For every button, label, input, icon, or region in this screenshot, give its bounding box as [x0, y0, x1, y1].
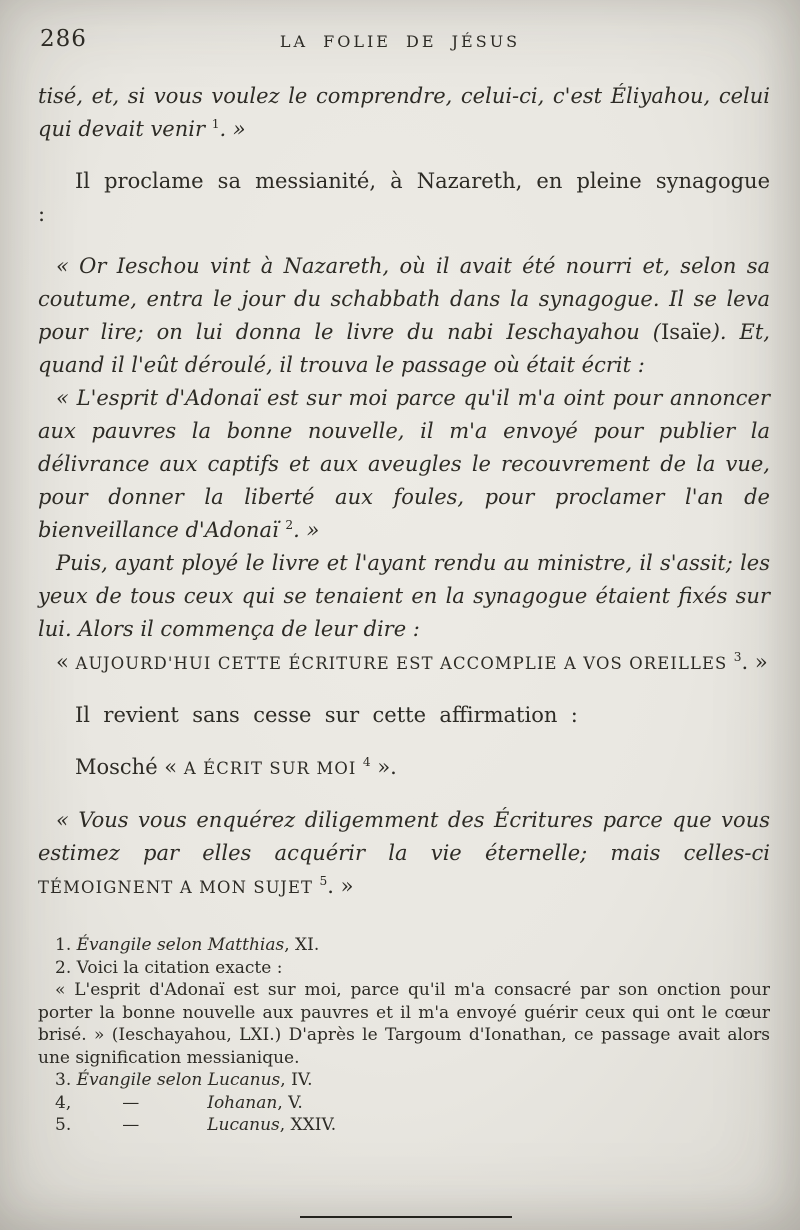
footnote-marker: 2	[285, 518, 294, 532]
roman-text: Isaïe	[660, 320, 712, 344]
paragraph	[38, 165, 770, 231]
italic-text: Évangile selon Lucanus	[76, 1070, 281, 1090]
roman-text: 2. Voici la citation exacte :	[55, 957, 283, 978]
italic-text: « Vous vous enquérez diligemment des Écritures parce que vous estimez par elles acquérir la vie éternelle; mais celles-ci	[38, 808, 770, 865]
paragraph	[38, 804, 770, 904]
paragraph	[38, 382, 770, 547]
roman-text: ».	[370, 755, 397, 779]
roman-text: 1.	[55, 935, 77, 955]
page-number: 286	[40, 26, 87, 52]
italic-text: Évangile selon Matthias	[76, 935, 285, 955]
roman-text: . »	[741, 650, 768, 674]
roman-text: Il proclame sa messianité, à Nazareth, en pleine synagogue :	[38, 169, 770, 226]
bottom-rule	[300, 1216, 512, 1218]
roman-text: , IV.	[280, 1070, 313, 1090]
roman-text: . »	[327, 874, 354, 898]
footnote-line	[38, 1092, 770, 1115]
footnote-line	[38, 1114, 770, 1137]
roman-text: 5. —	[55, 1115, 208, 1135]
roman-text: «	[56, 650, 76, 674]
italic-text: . »	[293, 518, 320, 542]
body-text	[0, 58, 800, 904]
paragraph	[38, 751, 770, 785]
roman-text: , V.	[277, 1092, 303, 1113]
roman-text: , XI.	[284, 935, 320, 955]
roman-text: « L'esprit d'Adonaï est sur moi, parce qu'il m'a consacré par son onction pour porter la bonne nouvelle aux pauvres et il m'a envoyé guérir ceux qui ont le cœur brisé. » (Ieschayahou, LXI.) D'après le Targoum d'Ionathan, ce passage avait alors une signification messianique.	[38, 980, 770, 1068]
roman-text: Mosché «	[75, 755, 184, 779]
paragraph	[38, 646, 770, 680]
footnote-marker: 3	[733, 650, 742, 664]
roman-text: 4, —	[55, 1092, 208, 1113]
italic-text: ). Et, quand il l'eût déroulé, il trouva le passage où était écrit :	[38, 320, 770, 377]
smallcaps-text: TÉMOIGNENT A MON SUJET	[38, 878, 320, 897]
footnote-marker: 5	[319, 874, 328, 888]
paragraph	[38, 547, 770, 646]
italic-text: « Or Ieschou vint à Nazareth, où il avait été nourri et, selon sa coutume, entra le jour du schabbath dans la synagogue. Il se leva pour lire; on lui donna le livre du nabi Ieschayahou (	[38, 254, 770, 344]
footnote-marker: 4	[362, 755, 371, 769]
italic-text: « L'esprit d'Adonaï est sur moi parce qu'il m'a oint pour annoncer aux pauvres la bonne nouvelle, il m'a envoyé pour publier la délivrance aux captifs et aux aveugles le recouvrement de la vue, pour donner la liberté aux foules, pour proclamer l'an de bienveillance d'Adonaï	[38, 386, 770, 542]
footnote-line	[38, 1069, 770, 1092]
paragraph	[38, 80, 770, 146]
page-header	[0, 0, 800, 58]
roman-text: , XXIV.	[279, 1115, 337, 1135]
footnote-marker: 1	[211, 117, 220, 131]
footnote-line	[38, 934, 770, 957]
footnote-line	[38, 979, 770, 1069]
paragraph	[38, 699, 770, 732]
italic-text: Iohanan	[207, 1092, 278, 1113]
paragraph	[38, 250, 770, 382]
smallcaps-text: A ÉCRIT SUR MOI	[183, 759, 363, 778]
roman-text: Il revient sans cesse sur cette affirmation :	[75, 703, 578, 727]
italic-text: Puis, ayant ployé le livre et l'ayant rendu au ministre, il s'assit; les yeux de tous ceux qui se tenaient en la synagogue étaient fixés sur lui. Alors il commença de leur dire :	[38, 551, 770, 641]
italic-text: tisé, et, si vous voulez le comprendre, celui-ci, c'est Éliyahou, celui qui devait venir	[38, 84, 770, 141]
italic-text: Lucanus	[207, 1115, 280, 1135]
running-title: LA FOLIE DE JÉSUS	[279, 32, 521, 51]
footnotes	[0, 934, 800, 1137]
footnote-line	[38, 957, 770, 980]
roman-text: 3.	[55, 1070, 77, 1090]
italic-text: . »	[219, 117, 246, 141]
smallcaps-text: AUJOURD'HUI CETTE ÉCRITURE EST ACCOMPLIE A VOS OREILLES	[75, 654, 734, 673]
